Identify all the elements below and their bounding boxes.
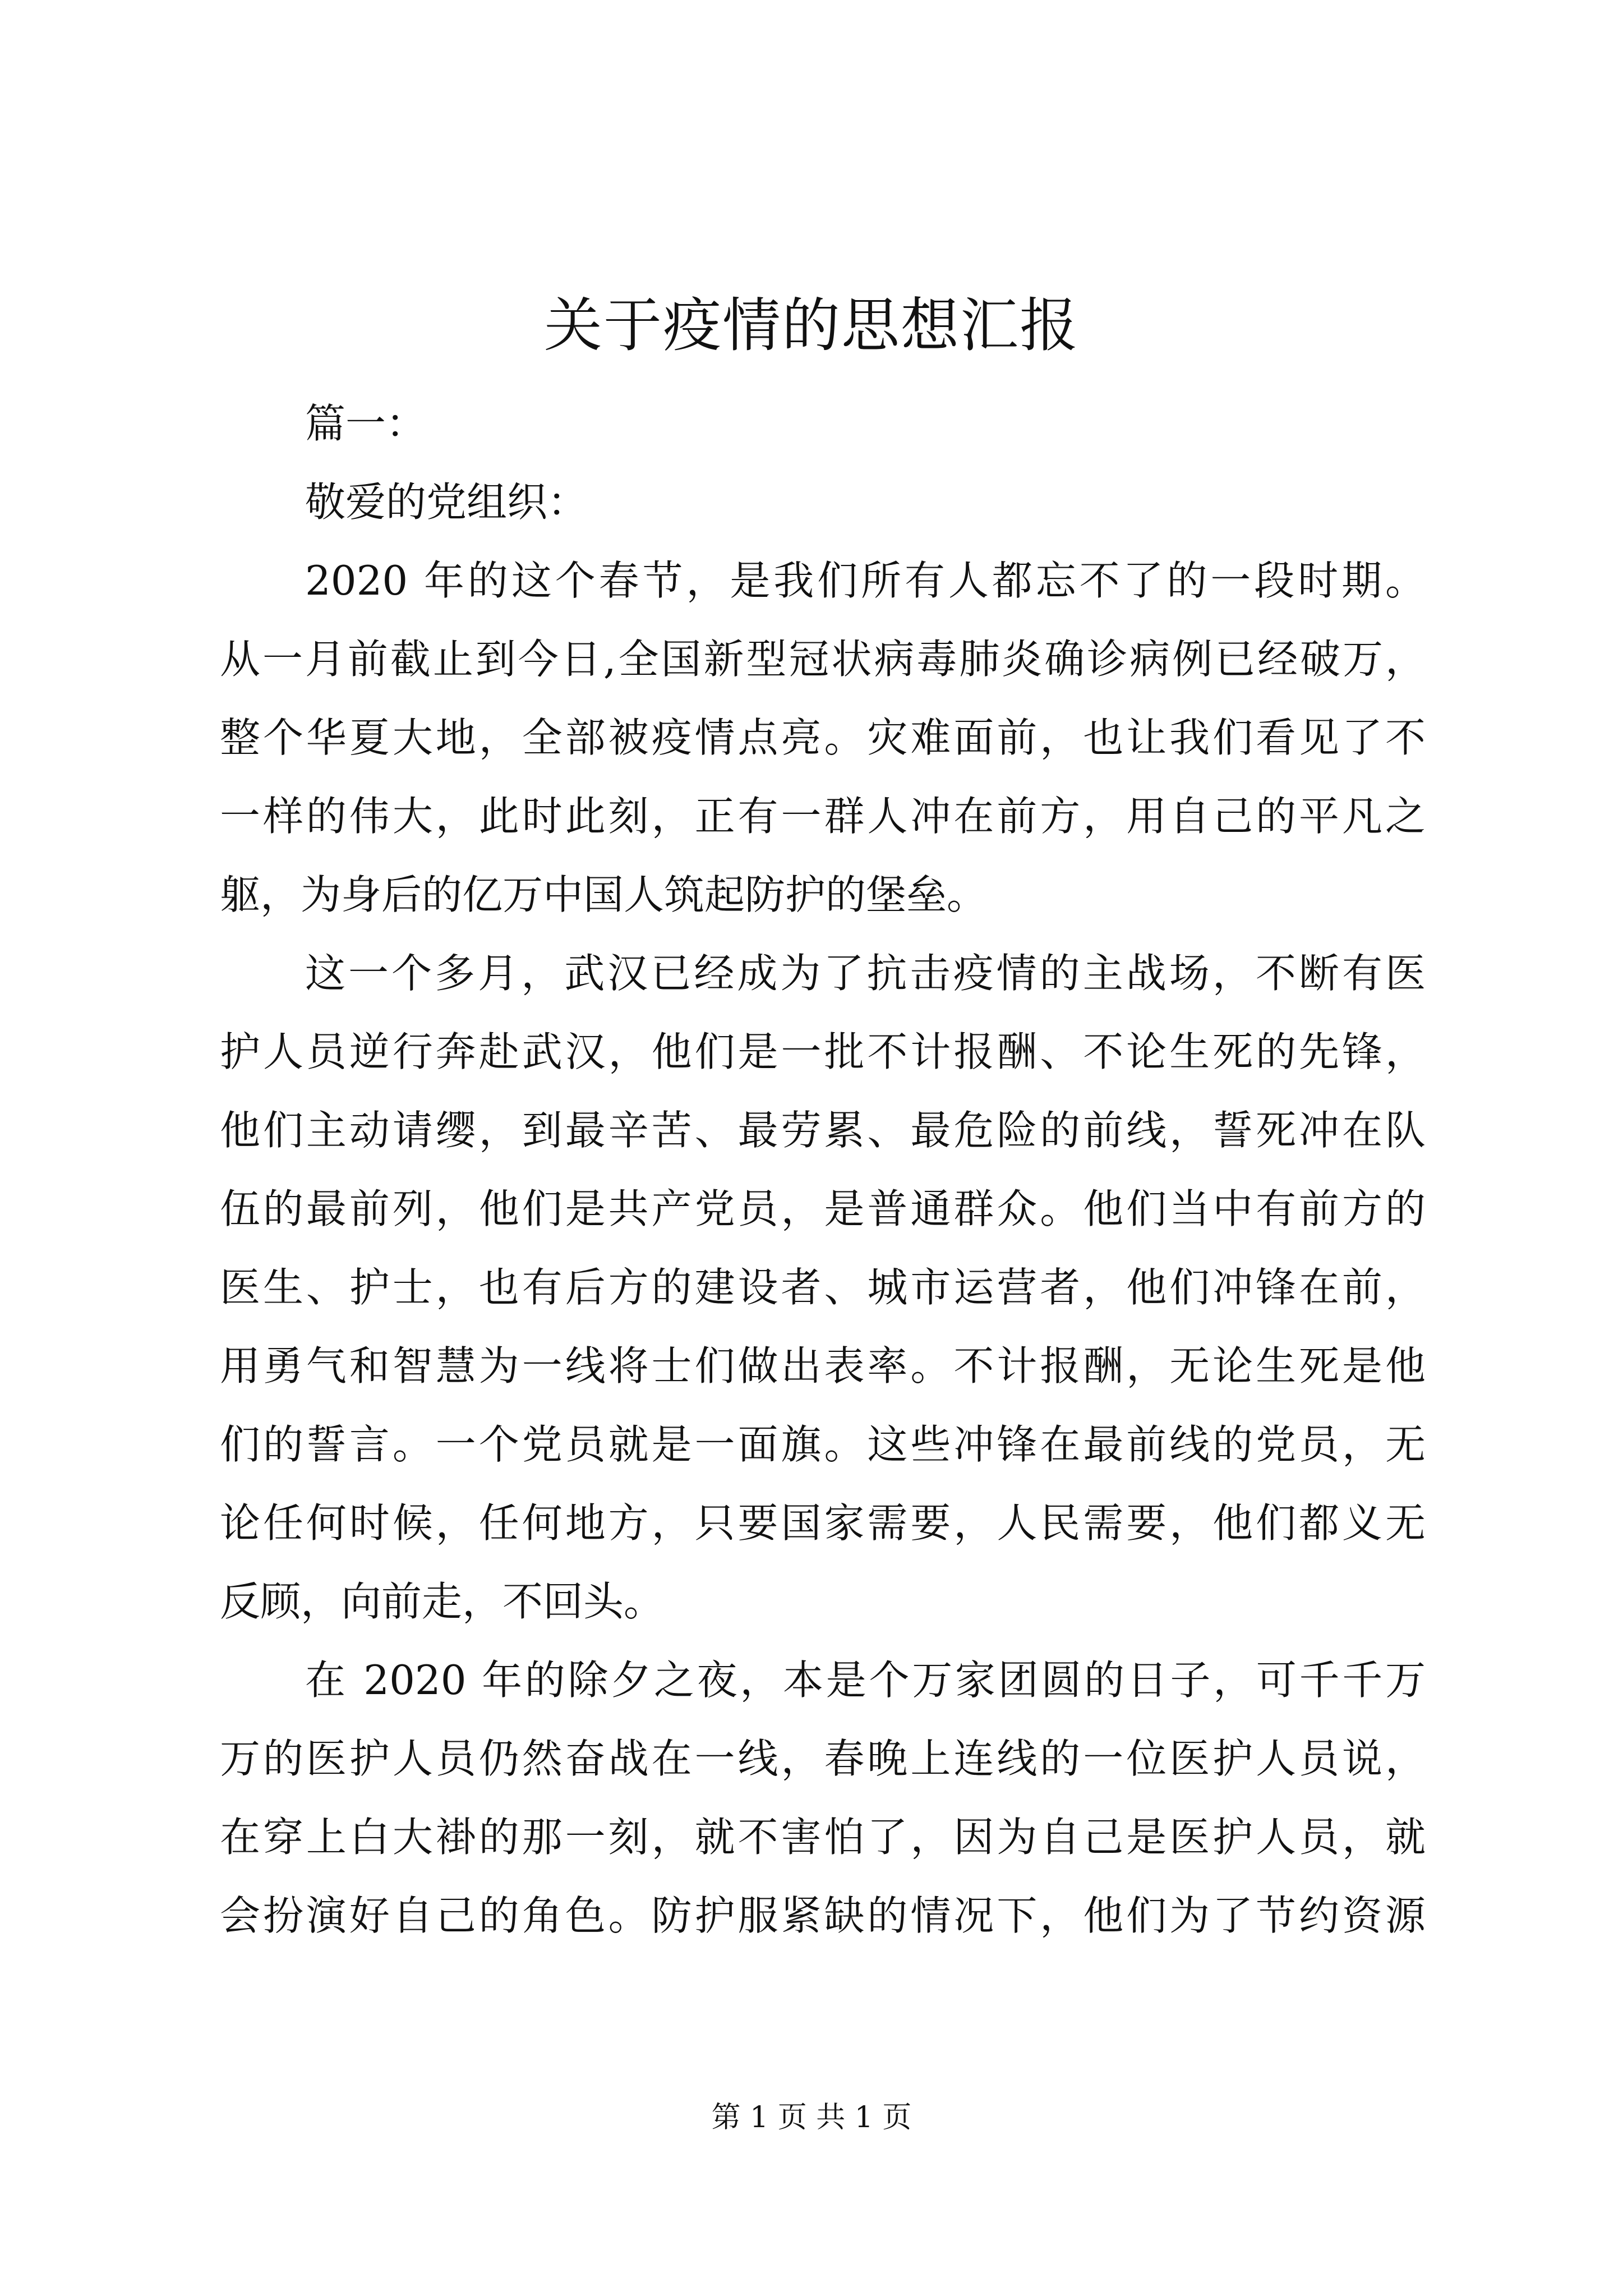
text-line: 护人员逆行奔赴武汉，他们是一批不计报酬、不论生死的先锋，: [220, 1028, 1426, 1075]
text-line: 敬爱的党组织：: [305, 478, 588, 526]
text-line: 用勇气和智慧为一线将士们做出表率。不计报酬，无论生死是他: [220, 1342, 1426, 1389]
page-footer: 第 1 页 共 1 页: [711, 2101, 912, 2134]
text-line: 在穿上白大褂的那一刻，就不害怕了，因为自己是医护人员，就: [220, 1814, 1426, 1861]
text-line: 整个华夏大地，全部被疫情点亮。灾难面前，也让我们看见了不: [220, 714, 1426, 761]
text-line: 反顾，向前走，不回头。: [220, 1578, 665, 1625]
text-line: 伍的最前列，他们是共产党员，是普通群众。他们当中有前方的: [220, 1185, 1426, 1232]
text-line: 们的誓言。一个党员就是一面旗。这些冲锋在最前线的党员，无: [220, 1421, 1426, 1468]
text-line: 这一个多月，武汉已经成为了抗击疫情的主战场，不断有医: [305, 950, 1426, 997]
text-line: 会扮演好自己的角色。防护服紧缺的情况下，他们为了节约资源: [220, 1892, 1426, 1939]
text-line: 从一月前截止到今日,全国新型冠状病毒肺炎确诊病例已经破万，: [220, 636, 1426, 683]
text-line: 一样的伟大，此时此刻，正有一群人冲在前方，用自己的平凡之: [220, 793, 1426, 840]
text-line: 篇一：: [305, 400, 427, 447]
text-line: 躯，为身后的亿万中国人筑起防护的堡垒。: [220, 871, 988, 918]
text-line: 在 2020 年的除夕之夜，本是个万家团圆的日子，可千千万: [305, 1657, 1426, 1704]
document-title: 关于疫情的思想汇报: [543, 291, 1079, 360]
text-line: 论任何时候，任何地方，只要国家需要，人民需要，他们都义无: [220, 1499, 1426, 1547]
document-body: [220, 384, 1426, 1955]
text-line: 他们主动请缨，到最辛苦、最劳累、最危险的前线，誓死冲在队: [220, 1107, 1426, 1154]
text-line: 医生、护士，也有后方的建设者、城市运营者，他们冲锋在前，: [220, 1264, 1426, 1311]
text-line: 2020 年的这个春节，是我们所有人都忘不了的一段时期。: [305, 557, 1426, 604]
text-line: 万的医护人员仍然奋战在一线，春晚上连线的一位医护人员说，: [220, 1735, 1426, 1782]
